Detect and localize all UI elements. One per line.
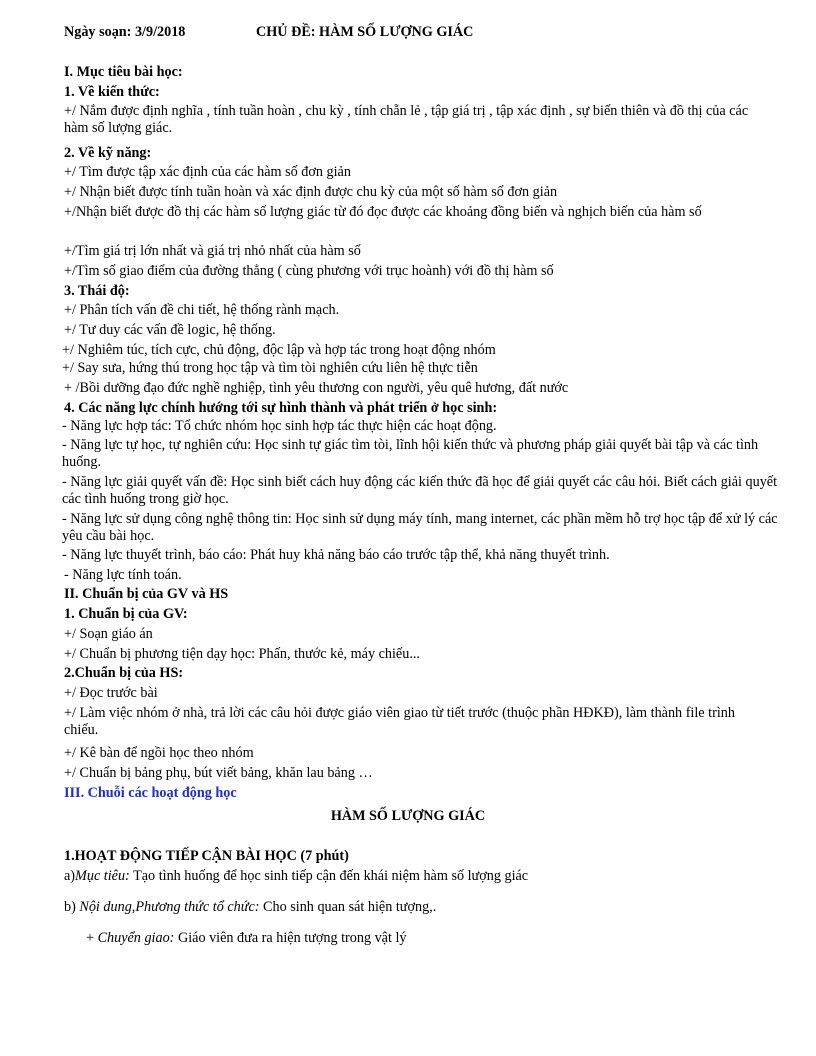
transfer-label: Chuyển giao:	[97, 930, 175, 946]
section-1-heading: I. Mục tiêu bài học:	[64, 64, 183, 80]
student-prep-item: +/ Kê bàn để ngồi học theo nhóm	[64, 745, 254, 761]
teacher-prep-item: +/ Chuẩn bị phương tiện dạy học: Phấn, thước kẻ, máy chiếu...	[64, 646, 420, 662]
goal-text: Tạo tình huống để học sinh tiếp cận đến khái niệm hàm số lượng giác	[129, 868, 529, 884]
activity-1-content	[64, 899, 776, 916]
activity-1-heading: 1.HOẠT ĐỘNG TIẾP CẬN BÀI HỌC (7 phút)	[64, 848, 349, 864]
activity-1-transfer	[86, 930, 798, 947]
student-prep-heading: 2.Chuẩn bị của HS:	[64, 665, 184, 681]
student-prep-item: +/ Chuẩn bị bảng phụ, bút viết bảng, khăn lau bảng …	[64, 765, 373, 781]
skills-item: +/ Nhận biết được tính tuần hoàn và xác định được chu kỳ của một số hàm số đơn giản	[64, 184, 558, 200]
goal-label: Mục tiêu:	[75, 868, 130, 884]
goal-prefix: a)	[64, 868, 76, 884]
transfer-text: Giáo viên đưa ra hiện tượng trong vật lý	[174, 930, 407, 946]
student-prep-item: +/ Đọc trước bài	[64, 685, 158, 701]
skills-item: +/Tìm số giao điểm của đường thẳng ( cùng phương với trục hoành) với đồ thị hàm số	[64, 263, 554, 279]
date-label: Ngày soạn: 3/9/2018	[64, 24, 186, 40]
student-prep-item: +/ Làm việc nhóm ở nhà, trả lời các câu hỏi được giáo viên giao từ tiết trước (thuộc phần HĐKĐ), làm thành file trình chiếu.	[64, 705, 735, 738]
skills-heading: 2. Về kỹ năng:	[64, 145, 152, 161]
attitude-heading: 3. Thái độ:	[64, 283, 130, 299]
skills-item: +/ Tìm được tập xác định của các hàm số đơn giản	[64, 164, 351, 180]
competency-item: - Năng lực hợp tác: Tổ chức nhóm học sinh hợp tác thực hiện các hoạt động.	[62, 418, 497, 434]
attitude-item: +/ Nghiêm túc, tích cực, chủ động, độc lập và hợp tác trong hoạt động nhóm	[62, 342, 496, 358]
section-2-heading: II. Chuẩn bị của GV và HS	[64, 586, 229, 602]
knowledge-heading: 1. Về kiến thức:	[64, 84, 160, 100]
attitude-item: + /Bồi dưỡng đạo đức nghề nghiệp, tình yêu thương con người, yêu quê hương, đất nước	[64, 380, 569, 396]
skills-item: +/Tìm giá trị lớn nhất và giá trị nhỏ nhất của hàm số	[64, 243, 361, 259]
topic-title: CHỦ ĐỀ: HÀM SỐ LƯỢNG GIÁC	[256, 24, 474, 40]
attitude-item: +/ Say sưa, hứng thú trong học tập và tìm tòi nghiên cứu liên hệ thực tiễn	[62, 360, 478, 376]
transfer-prefix: +	[86, 930, 98, 946]
competency-item: - Năng lực thuyết trình, báo cáo: Phát huy khả năng báo cáo trước tập thể, khả năng thuyết trình.	[62, 547, 610, 563]
lesson-title: HÀM SỐ LƯỢNG GIÁC	[330, 808, 486, 824]
attitude-item: +/ Phân tích vấn đề chi tiết, hệ thống rành mạch.	[64, 302, 340, 318]
teacher-prep-heading: 1. Chuẩn bị của GV:	[64, 606, 188, 622]
competency-item: - Năng lực sử dụng công nghệ thông tin: Học sinh sử dụng máy tính, mang internet, các phần mềm hỗ trợ học tập để xử lý các yêu cầu bài học.	[62, 511, 778, 544]
content-label: Nội dung,Phương thức tổ chức:	[79, 899, 260, 915]
content-text: Cho sinh quan sát hiện tượng,.	[259, 899, 437, 915]
skills-item: +/Nhận biết được đồ thị các hàm số lượng giác từ đó đọc được các khoảng đồng biến và nghịch biến của hàm số	[64, 204, 702, 220]
competency-item: - Năng lực giải quyết vấn đề: Học sinh biết cách huy động các kiến thức đã học để giải quyết các câu hỏi. Biết cách giải quyết các tình huống trong giờ học.	[62, 474, 778, 507]
content-prefix: b)	[64, 899, 80, 915]
knowledge-item: +/ Nắm được định nghĩa , tính tuần hoàn , chu kỳ , tính chẵn lẻ , tập giá trị , tập xác định , sự biến thiên và đồ thị của các hàm số lượng giác.	[64, 103, 749, 136]
attitude-item: +/ Tư duy các vấn đề logic, hệ thống.	[64, 322, 276, 338]
activity-1-goal	[64, 868, 776, 885]
section-3-heading: III. Chuỗi các hoạt động học	[64, 785, 237, 801]
competency-item: - Năng lực tự học, tự nghiên cứu: Học sinh tự giác tìm tòi, lĩnh hội kiến thức và phương pháp giải quyết bài tập và các tình huống.	[62, 437, 759, 470]
competencies-heading: 4. Các năng lực chính hướng tới sự hình thành và phát triển ở học sinh:	[64, 400, 498, 416]
teacher-prep-item: +/ Soạn giáo án	[64, 626, 153, 642]
competency-item: - Năng lực tính toán.	[64, 567, 182, 583]
